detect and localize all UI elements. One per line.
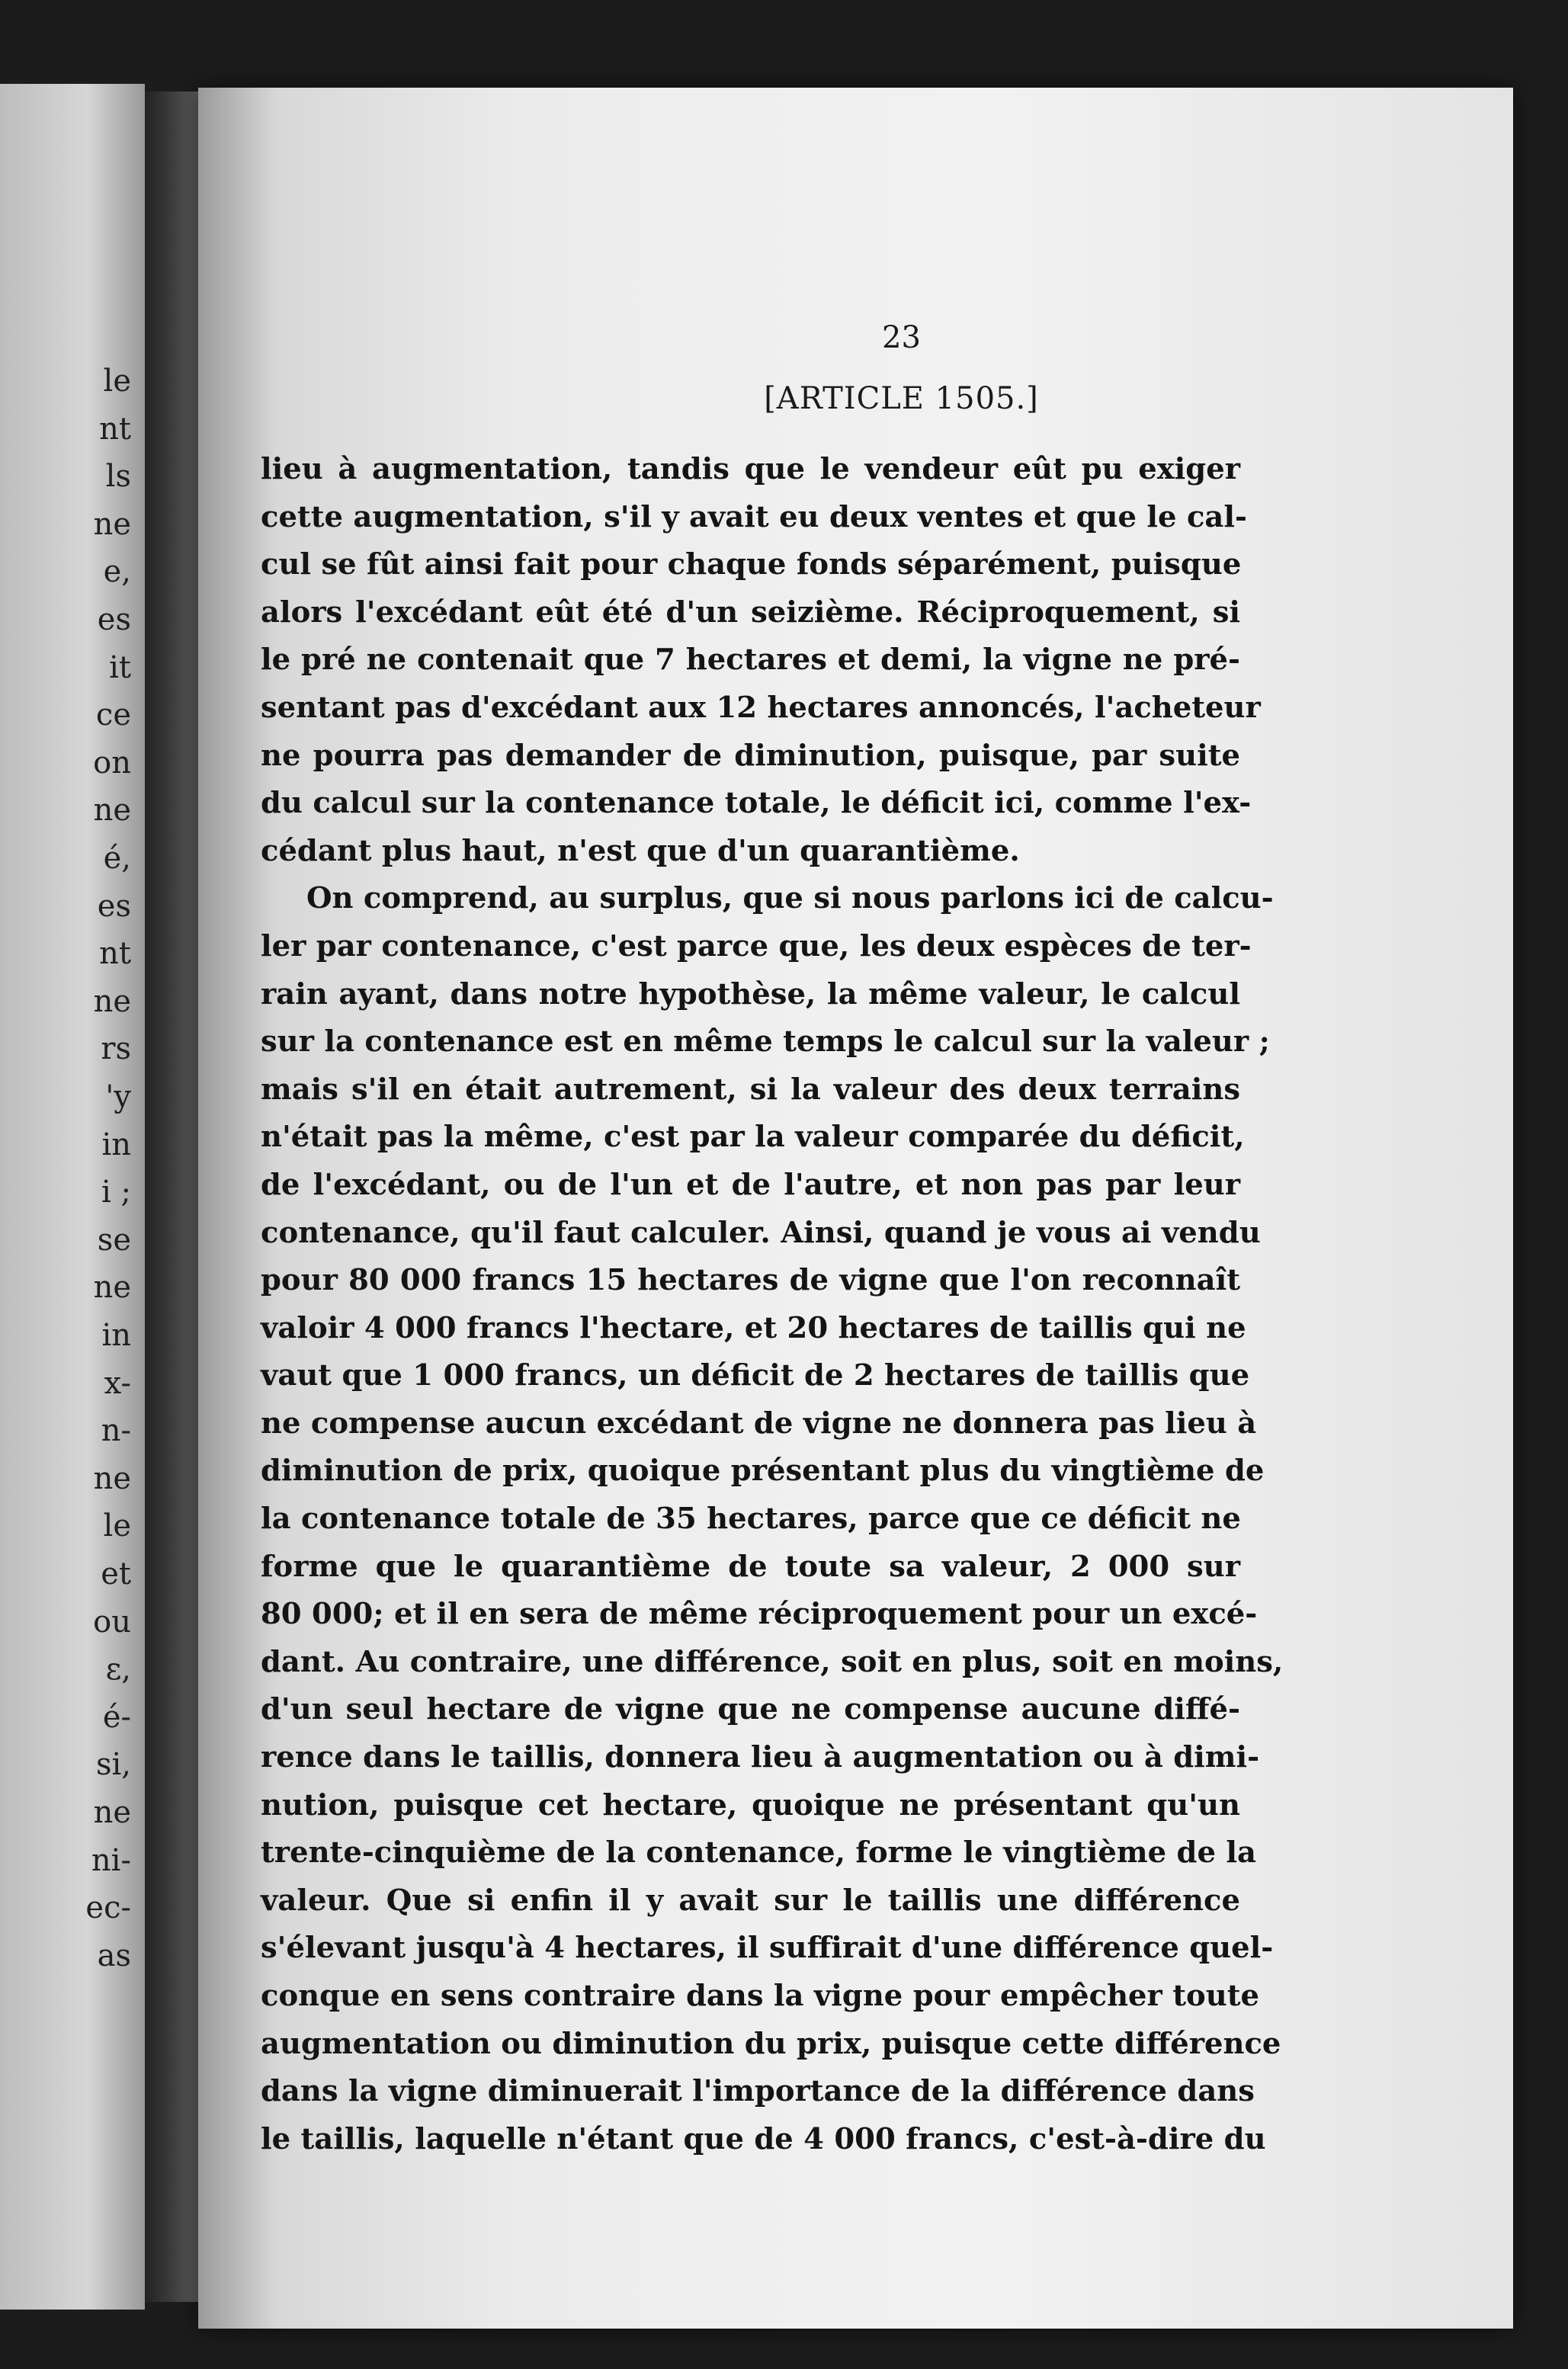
- text-line: le pré ne contenait que 7 hectares et demi, la vigne ne pré-: [261, 643, 1240, 678]
- text-line: rence dans le taillis, donnera lieu à augmentation ou à dimi-: [261, 1740, 1260, 1775]
- text-line: alors l'excédant eût été d'un seizième. Réciproquement, si: [261, 595, 1240, 630]
- left-page-fragment: on: [93, 745, 131, 781]
- left-page-fragment: 'y: [105, 1079, 131, 1114]
- book-spine: [145, 91, 206, 2302]
- page-number: 23: [882, 320, 921, 355]
- book-page: [198, 88, 1513, 2329]
- left-page-fragment: it: [109, 649, 131, 685]
- text-line: valeur. Que si enfin il y avait sur le taillis une différence: [261, 1883, 1240, 1918]
- text-line: sur la contenance est en même temps le calcul sur la valeur ;: [261, 1024, 1270, 1059]
- left-page-fragment: e,: [103, 554, 131, 590]
- left-page-fragment: ec-: [85, 1890, 131, 1926]
- text-line: le taillis, laquelle n'étant que de 4 000 francs, c'est-à-dire du: [261, 2121, 1266, 2156]
- left-page-fragment: se: [97, 1222, 131, 1258]
- left-page-fragment: ou: [93, 1604, 131, 1640]
- text-line: conque en sens contraire dans la vigne pour empêcher toute: [261, 1979, 1259, 2013]
- left-page-fragment: é,: [103, 841, 131, 876]
- left-page-fragment: nt: [99, 936, 131, 972]
- left-page-fragment: ne: [93, 506, 131, 542]
- left-page-fragment: le: [103, 1508, 131, 1544]
- text-line: dans la vigne diminuerait l'importance de la différence dans: [261, 2074, 1255, 2109]
- left-page-fragment: ni-: [91, 1842, 131, 1878]
- text-line: du calcul sur la contenance totale, le déficit ici, comme l'ex-: [261, 786, 1252, 821]
- left-page-fragment: ls: [105, 459, 131, 495]
- left-page-fragment: le: [103, 364, 131, 399]
- left-page-fragment: as: [97, 1938, 131, 1973]
- article-heading: [ARTICLE 1505.]: [764, 381, 1039, 416]
- text-line: vaut que 1 000 francs, un déficit de 2 hectares de taillis que: [261, 1358, 1250, 1393]
- left-page-fragment: ne: [93, 1795, 131, 1830]
- left-page-fragment: ne: [93, 1270, 131, 1306]
- left-page-fragment: ne: [93, 1460, 131, 1496]
- left-page-fragment: es: [97, 602, 131, 637]
- text-line: rain ayant, dans notre hypothèse, la même valeur, le calcul: [261, 976, 1240, 1011]
- left-page-fragment: in: [101, 1127, 131, 1162]
- text-line: diminution de prix, quoique présentant plus du vingtième de: [261, 1454, 1265, 1489]
- text-line: pour 80 000 francs 15 hectares de vigne que l'on reconnaît: [261, 1263, 1240, 1298]
- text-line: contenance, qu'il faut calculer. Ainsi, quand je vous ai vendu: [261, 1215, 1261, 1250]
- text-line: ler par contenance, c'est parce que, les deux espèces de ter-: [261, 928, 1252, 963]
- text-line: mais s'il en était autrement, si la valeur des deux terrains: [261, 1072, 1240, 1107]
- left-page-fragment: n-: [101, 1413, 131, 1449]
- text-line: nution, puisque cet hectare, quoique ne présentant qu'un: [261, 1787, 1240, 1822]
- text-line: s'élevant jusqu'à 4 hectares, il suffirait d'une différence quel-: [261, 1931, 1274, 1966]
- text-line: sentant pas d'excédant aux 12 hectares annoncés, l'acheteur: [261, 690, 1261, 725]
- text-line: ne pourra pas demander de diminution, puisque, par suite: [261, 738, 1240, 773]
- text-line: n'était pas la même, c'est par la valeur comparée du déficit,: [261, 1120, 1245, 1155]
- text-line: cette augmentation, s'il y avait eu deux ventes et que le cal-: [261, 499, 1247, 534]
- text-line: lieu à augmentation, tandis que le vendeur eût pu exiger: [261, 452, 1240, 486]
- left-page-fragment: es: [97, 888, 131, 924]
- left-page-fragment: ce: [95, 697, 131, 733]
- text-line: la contenance totale de 35 hectares, parce que ce déficit ne: [261, 1502, 1241, 1537]
- text-line: ne compense aucun excédant de vigne ne donnera pas lieu à: [261, 1406, 1257, 1441]
- text-line: forme que le quarantième de toute sa valeur, 2 000 sur: [261, 1549, 1240, 1584]
- left-page-fragment: ε,: [105, 1652, 131, 1688]
- left-page-fragment: ne: [93, 793, 131, 829]
- text-line: de l'excédant, ou de l'un et de l'autre, et non pas par leur: [261, 1167, 1240, 1202]
- body-text: [261, 446, 1284, 2163]
- text-line: valoir 4 000 francs l'hectare, et 20 hectares de taillis qui ne: [261, 1310, 1246, 1345]
- left-page-fragment: i ;: [101, 1175, 131, 1210]
- text-line: dant. Au contraire, une différence, soit en plus, soit en moins,: [261, 1644, 1284, 1679]
- left-page-fragment: é-: [102, 1699, 131, 1735]
- left-page-edge: [0, 84, 145, 2310]
- text-line: On comprend, au surplus, que si nous parlons ici de calcu-: [306, 881, 1274, 916]
- text-line: trente-cinquième de la contenance, forme le vingtième de la: [261, 1835, 1256, 1871]
- text-line: 80 000; et il en sera de même réciproquement pour un excé-: [261, 1597, 1258, 1632]
- left-page-fragment: ne: [93, 983, 131, 1019]
- text-line: d'un seul hectare de vigne que ne compense aucune diffé-: [261, 1692, 1240, 1727]
- left-page-fragment: rs: [101, 1031, 131, 1067]
- left-page-fragment: in: [101, 1318, 131, 1353]
- text-line: augmentation ou diminution du prix, puisque cette différence: [261, 2026, 1281, 2061]
- text-line: cédant plus haut, n'est que d'un quarantième.: [261, 833, 1020, 868]
- left-page-fragment: et: [101, 1556, 131, 1592]
- text-line: cul se fût ainsi fait pour chaque fonds séparément, puisque: [261, 547, 1242, 582]
- left-page-fragment: si,: [95, 1747, 131, 1783]
- left-page-fragment: x-: [104, 1365, 131, 1401]
- left-page-fragment: nt: [99, 411, 131, 447]
